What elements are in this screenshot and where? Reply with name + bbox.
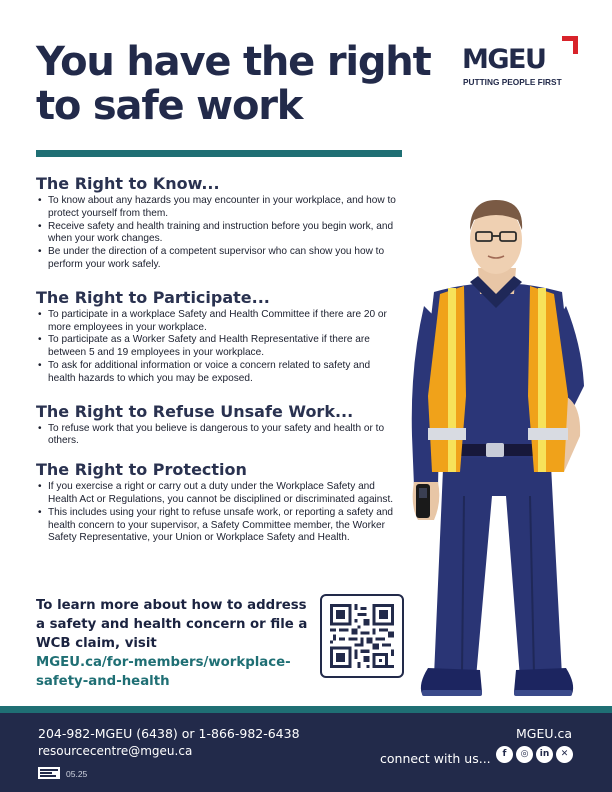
section-heading: The Right to Refuse Unsafe Work... [36, 401, 354, 421]
learn-more-intro: To learn more about how to address a safety and health concern or file a WCB claim, visit [36, 598, 308, 651]
worker-illustration [404, 196, 588, 712]
section-right-to-know [36, 174, 396, 272]
learn-more-link[interactable]: MGEU.ca/for-members/workplace-safety-and-health [36, 655, 291, 689]
bullet-item: • Receive safety and health training and instruction before you begin work, and when your work changes. [36, 221, 396, 247]
bullet-item: • To participate in a workplace Safety and Health Committee if there are 20 or more employees in your workplace. [36, 309, 396, 335]
bullet-list [36, 195, 396, 272]
union-label-icon [38, 767, 60, 779]
bullet-item: • To ask for additional information or voice a concern related to safety and health hazards to which you may be exposed. [36, 360, 396, 386]
bullet-item: • To participate as a Worker Safety and Health Representative if there are between 5 and 19 employees in your workplace. [36, 334, 396, 360]
connect-label: connect with us... [380, 751, 491, 766]
facebook-icon[interactable]: f [496, 746, 513, 763]
learn-more-text [36, 596, 316, 691]
bullet-list [36, 423, 396, 449]
page-title-line-1: You have the right [36, 39, 431, 85]
section-right-to-refuse [36, 402, 396, 449]
rights-sections [36, 174, 396, 555]
footer-website-link[interactable]: MGEU.ca [515, 726, 572, 741]
logo-corner-mark-icon [562, 36, 578, 54]
bluesky-icon[interactable]: ✕ [556, 746, 573, 763]
bullet-list [36, 481, 396, 545]
social-links [496, 746, 573, 763]
title-divider [36, 150, 402, 157]
footer [0, 713, 612, 792]
bullet-item: • To refuse work that you believe is dangerous to your safety and health or to others. [36, 423, 396, 449]
bullet-item: • If you exercise a right or carry out a duty under the Workplace Safety and Health Act or Regulations, you cannot be disciplined or discriminated against. [36, 481, 396, 507]
footer-email[interactable]: resourcecentre@mgeu.ca [38, 744, 193, 758]
footer-accent-band [0, 706, 612, 713]
section-right-to-participate [36, 288, 396, 386]
section-heading: The Right to Protection [36, 460, 247, 480]
instagram-icon[interactable]: ◎ [516, 746, 533, 763]
section-heading: The Right to Know... [36, 174, 220, 193]
footer-phone[interactable]: 204-982-MGEU (6438) or 1-866-982-6438 [38, 726, 300, 741]
section-right-to-protection [36, 460, 396, 545]
bullet-item: • To know about any hazards you may encounter in your workplace, and how to protect yourself from them. [36, 195, 396, 221]
bullet-item: • This includes using your right to refuse unsafe work, or reporting a safety and health concern to your supervisor, a Safety Committee member, the Worker Safety Representative, your Union or Workplace Safety and Health. [36, 507, 396, 545]
qr-code[interactable] [320, 594, 404, 678]
logo-tagline: PUTTING PEOPLE FIRST [463, 77, 562, 87]
linkedin-icon[interactable]: in [536, 746, 553, 763]
print-code: 05.25 [66, 769, 88, 779]
bullet-list [36, 309, 396, 386]
section-heading: The Right to Participate... [36, 287, 270, 307]
page-title-line-2: to safe work [36, 83, 303, 129]
bullet-item: • Be under the direction of a competent supervisor who can show you how to perform your work safely. [36, 246, 396, 272]
qr-code-icon [330, 604, 394, 668]
page-title [36, 40, 436, 128]
logo-wordmark: MGEU [462, 44, 546, 75]
mgeu-logo [460, 36, 578, 92]
